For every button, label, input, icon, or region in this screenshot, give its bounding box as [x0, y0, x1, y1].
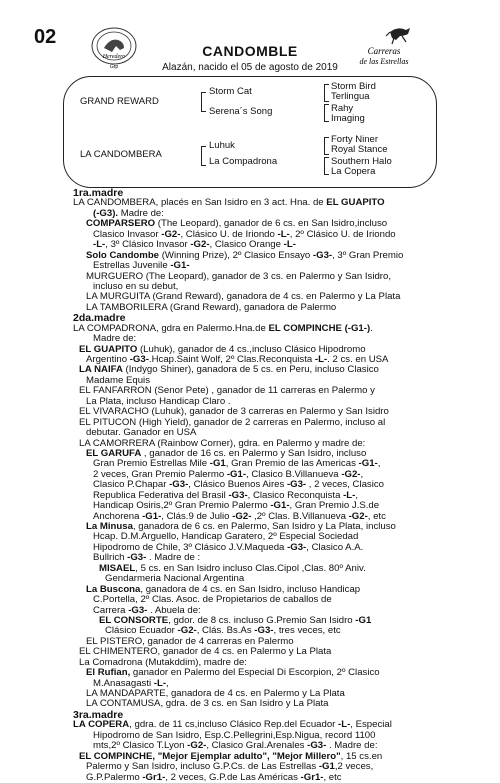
- text-run: COMPARSERO: [86, 218, 156, 230]
- text-run: -L-: [277, 228, 290, 240]
- text-run: MURGUERO (The Leopard), ganador de 3 cs. en Palermo y San Isidro,: [86, 270, 392, 282]
- text-run: EL COMPINCHE (-G1-): [268, 322, 371, 334]
- text-run: Handicap Osiris,2º Gran Premio Palermo: [93, 500, 271, 512]
- dam-dam: La Compadrona: [209, 156, 278, 167]
- text-run: . Abuela de:: [147, 604, 201, 616]
- sd-dam: Imaging: [331, 113, 365, 124]
- text-run: , etc: [323, 771, 342, 783]
- text-run: , Clasico A.A.: [306, 541, 364, 553]
- text-run: -G2-: [177, 625, 197, 637]
- text-run: -G1-: [226, 468, 247, 480]
- text-run: , 15 cs.en: [340, 750, 383, 762]
- text-run: -G3-: [287, 541, 307, 553]
- horse-name: CANDOMBLE: [202, 43, 298, 59]
- text-run: MISAEL: [99, 562, 136, 574]
- text-run: ,2º Clas. B.Villanueva: [251, 510, 349, 522]
- text-run: , 2º Clásico U. de Iriondo: [289, 228, 396, 240]
- text-run: EL PISTERO, ganador de 4 carreras en Palermo: [86, 635, 294, 647]
- dam-sire: Luhuk: [209, 140, 235, 151]
- sire: GRAND REWARD: [80, 96, 159, 107]
- text-run: Hipodromo de Chile, 3º Clásico J.V.Maqueda: [93, 541, 288, 553]
- text-run: -G3-: [307, 740, 327, 752]
- bracket: [201, 92, 206, 112]
- bracket: [201, 146, 206, 166]
- dd-dam: La Copera: [331, 166, 376, 177]
- text-run: , Clasico B.Villanueva: [246, 468, 342, 480]
- svg-text:Heredero: Heredero: [102, 54, 126, 60]
- text-run: Madre de:: [118, 207, 164, 219]
- text-run: 2da.madre: [73, 312, 126, 325]
- text-run: , tres veces, etc: [273, 625, 341, 637]
- text-run: , Clás. Bs.As: [196, 625, 255, 637]
- text-run: . Madre de:: [326, 740, 378, 752]
- text-run: Palermo y San Isidro, incluso G.P.Cs. de Las Estrellas: [86, 761, 319, 773]
- text-run: -G3-: [286, 479, 307, 491]
- ss-dam: Terlingua: [331, 91, 370, 102]
- text-run: ,: [355, 489, 359, 501]
- text-run: La Plata, incluso Handicap Claro .: [86, 395, 231, 407]
- text-run: -G2-: [348, 510, 368, 522]
- carreras-logo: [350, 24, 420, 72]
- text-run: -G1-: [270, 500, 290, 512]
- text-run: Solo Candombe: [86, 249, 160, 261]
- ds-dam: Royal Stance: [331, 144, 388, 155]
- text-run: LA MANDAPARTE, ganadora de 4 cs. en Palermo y La Plata: [86, 688, 345, 699]
- text-run: LA MURGUITA (Grand Reward), ganadora de 4 cs. en Palermo y La Plata: [86, 291, 401, 303]
- text-run: , Gran Premio de las Americas: [225, 458, 359, 470]
- text-run: .Hcap.Saint Wolf, 2º Clas.Reconquista: [148, 354, 315, 365]
- text-run: Hcap. D.M.Arguello, Handicap Garatero, 2º Especial Sociedad: [93, 531, 359, 543]
- text-run: -G3-: [312, 249, 333, 261]
- text-run: Anchorena: [93, 510, 143, 522]
- text-run: , Clásico U. de Iriondo: [180, 228, 278, 240]
- text-run: M.Anasagasti: [93, 677, 154, 689]
- text-run: -G3-: [128, 604, 148, 616]
- text-run: , 2 veces, Clasico: [306, 479, 384, 491]
- text-run: C.Portella, 2º Clas. Asoc. de Propietarios de caballos de: [93, 594, 332, 606]
- text-run: ganador en Palermo del Especial Di Escorpion, 2º Clasico: [130, 667, 380, 679]
- text-run: ,2 veces,: [334, 761, 374, 773]
- text-run: -G1: [318, 761, 335, 773]
- text-run: , ganadora de 6 cs. en Palermo, San Isidro y La Plata, incluso: [132, 521, 396, 532]
- text-run: EL VIVARACHO (Luhuk), ganador de 3 carreras en Palermo y San Isidro: [79, 406, 389, 418]
- dd-sire: Southern Halo: [331, 156, 392, 167]
- text-run: , gdor. de 8 cs. incluso G.Premio San Isidro: [168, 614, 356, 626]
- dam: LA CANDOMBERA: [80, 149, 162, 160]
- text-run: -G1-: [170, 260, 190, 272]
- text-run: , 3º Clásico Invasor: [105, 239, 191, 251]
- text-run: EL GUAPITO: [326, 197, 385, 209]
- text-run: , Clásico Buenos Aires: [188, 479, 287, 491]
- text-line: [73, 773, 493, 783]
- text-run: LA NAIFA: [79, 364, 123, 376]
- text-run: -G1-: [142, 510, 162, 522]
- bracket: [324, 104, 329, 122]
- text-run: LA COPERA: [73, 719, 130, 731]
- text-run: -L-: [153, 677, 167, 689]
- svg-text:de las Estrellas: de las Estrellas: [359, 57, 409, 66]
- text-run: , ganadora de 4 cs. en San Isidro, incluso Handicap: [140, 583, 361, 595]
- text-run: Clásico Ecuador: [105, 625, 178, 637]
- text-run: (Indygo Shiner), ganadora de 5 cs. en Peru, incluso Clasico: [122, 364, 379, 376]
- text-run: EL CONSORTE: [99, 614, 169, 626]
- text-run: -Gr1-: [300, 771, 324, 783]
- text-run: Estrellas Juvenile: [93, 260, 171, 272]
- text-run: 1ra.madre: [73, 187, 124, 199]
- text-run: LA CONTAMUSA, gdra. de 3 cs. en San Isidro y La Plata: [86, 698, 329, 710]
- text-run: , Clás.9 de Julio: [161, 510, 233, 522]
- text-run: -L-: [343, 489, 356, 501]
- text-run: . 2 cs. en USA: [327, 354, 389, 365]
- text-line: [73, 303, 493, 313]
- text-run: , Clasico Reconquista: [247, 489, 344, 501]
- text-run: -G1: [355, 614, 372, 626]
- text-run: LA CAMORRERA (Rainbow Corner), gdra. en Palermo y madre de:: [79, 437, 366, 449]
- text-run: -G3-: [228, 489, 248, 501]
- text-run: -G1: [209, 458, 226, 470]
- text-run: Clasico P.Chapar: [93, 479, 170, 491]
- text-run: -L-: [338, 719, 351, 731]
- text-run: , 5 cs. en San Isidro incluso Clas.Cipol ,Clas. 80º Aniv.: [135, 562, 366, 574]
- text-run: Gran Premio Estrellas Mile: [93, 458, 210, 470]
- sire-dam: Serena´s Song: [209, 106, 273, 117]
- text-run: -G3-: [127, 552, 147, 564]
- text-run: 2 veces, Gran Premio Palermo: [93, 468, 227, 480]
- text-run: 3ra.madre: [73, 708, 124, 721]
- text-run: -G1-: [358, 458, 378, 470]
- ss-sire: Storm Bird: [331, 81, 376, 92]
- text-run: EL COMPINCHE, "Mejor Ejemplar adulto", "Mejor Millero": [79, 750, 341, 762]
- text-run: -G2-: [190, 239, 210, 251]
- text-run: ,: [360, 468, 364, 480]
- text-run: , etc: [367, 510, 386, 522]
- text-run: -Gr1-: [142, 771, 166, 783]
- text-run: Madre de:: [93, 333, 137, 345]
- text-run: La Buscona: [86, 583, 141, 595]
- text-run: Clasico Invasor: [93, 228, 162, 240]
- text-run: . Madre de :: [146, 552, 201, 564]
- text-run: incluso en su debut,: [93, 280, 179, 292]
- text-run: -G2-: [187, 740, 207, 752]
- text-run: ,: [377, 458, 381, 470]
- text-run: (Luhuk), ganador de 4 cs.,incluso Clásico Hipodromo: [137, 343, 366, 355]
- text-run: -G2-: [232, 510, 252, 522]
- ds-sire: Forty Niner: [331, 134, 378, 145]
- lot-number: 02: [34, 26, 57, 48]
- text-run: Gendarmeria Nacional Argentina: [105, 573, 245, 585]
- text-line: [73, 699, 493, 709]
- text-run: Madame Equis: [86, 374, 150, 386]
- text-run: , Gran Premio J.S.de: [289, 500, 380, 512]
- text-run: EL GARUFA: [86, 447, 142, 459]
- svg-text:Carreras: Carreras: [367, 46, 401, 56]
- text-run: La Minusa: [86, 521, 133, 532]
- text-run: G.P.Palermo: [86, 771, 143, 783]
- text-run: -L-: [283, 239, 296, 251]
- text-run: , gdra. de 11 cs,incluso Clásico Rep.del Ecuador: [129, 719, 339, 731]
- text-run: -G3-: [169, 479, 189, 491]
- text-run: EL FANFARRON (Senor Pete) , ganador de 11 carreras en Palermo y: [79, 385, 375, 397]
- text-run: Carrera: [93, 604, 129, 616]
- text-run: Hipodromo de San Isidro, Esp.C.Pellegrini,Esp.Nigua, record 1100: [93, 729, 376, 741]
- text-run: LA COMPADRONA, gdra en Palermo.Hna.de: [73, 322, 269, 334]
- text-run: -G3-: [129, 354, 149, 365]
- birth-info: Alazán, nacido el 05 de agosto de 2019: [162, 62, 338, 73]
- text-run: -L-: [314, 354, 328, 365]
- sd-sire: Rahy: [331, 103, 354, 114]
- bracket: [324, 84, 329, 102]
- text-run: , 3º Gran Premio: [332, 249, 404, 261]
- text-run: debutar. Ganador en USA: [86, 427, 197, 439]
- sire-sire: Storm Cat: [209, 86, 252, 97]
- text-run: (The Leopard), ganador de 6 cs. en San Isidro,incluso: [155, 218, 388, 230]
- text-run: Argentino: [86, 354, 130, 365]
- text-run: LA CANDOMBERA, placés en San Isidro en 3 act. Hna. de: [73, 197, 327, 209]
- text-run: , 2 veces, G.P.de Las Américas: [165, 771, 301, 783]
- text-run: ,: [166, 677, 169, 689]
- text-run: Bullrich: [93, 552, 128, 564]
- text-run: -G2-: [341, 468, 361, 480]
- text-run: EL GUAPITO: [79, 343, 138, 355]
- text-run: .: [370, 322, 373, 334]
- bracket: [324, 137, 329, 155]
- text-run: -G2-: [161, 228, 181, 240]
- text-run: mts,2º Clasico T.Lyon: [93, 740, 188, 752]
- svg-text:Grp: Grp: [109, 64, 119, 70]
- text-run: La Comadrona (Mutakddim), madre de:: [79, 656, 247, 668]
- text-run: (Winning Prize), 2º Clasico Ensayo: [159, 249, 313, 261]
- text-run: , Clasico Gral.Arenales: [206, 740, 308, 752]
- text-run: -G3-: [254, 625, 274, 637]
- text-run: El Rufian,: [86, 667, 131, 679]
- text-run: EL PITUCON (High Yield), ganador de 2 carreras en Palermo, incluso al: [79, 416, 386, 428]
- text-run: -L-: [93, 239, 106, 251]
- text-run: LA TAMBORILERA (Grand Reward), ganadora de Palermo: [86, 301, 337, 313]
- text-run: , ganador de 16 cs. en Palermo y San Isidro, incluso: [141, 447, 367, 459]
- text-run: Republica Federativa del Brasil: [93, 489, 229, 501]
- text-run: EL CHIMENTERO, ganador de 4 cs. en Palermo y La Plata: [79, 646, 332, 658]
- family-text: [73, 188, 493, 783]
- text-run: , Especial: [350, 719, 392, 731]
- text-run: , Clasico Orange: [209, 239, 284, 251]
- bracket: [324, 157, 329, 175]
- text-run: (-G3).: [93, 207, 119, 219]
